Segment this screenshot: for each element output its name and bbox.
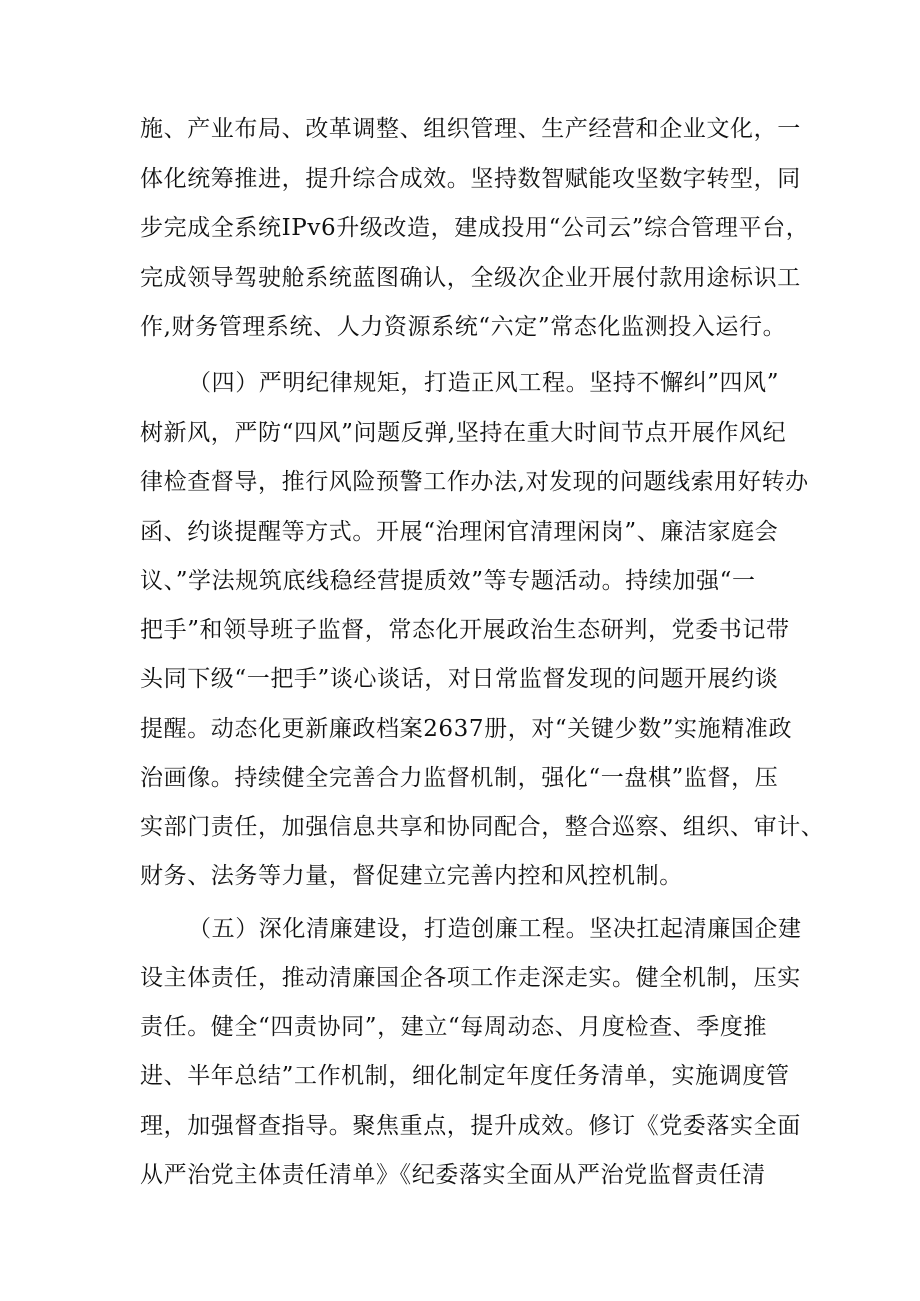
- text-line: 体化统筹推进，提升综合成效。坚持数智赋能攻坚数字转型，同: [140, 166, 801, 192]
- text-line: 头同下级“一把手”谈心谈话，对日常监督发现的问题开展约谈: [140, 666, 779, 692]
- text-line: 议、”学法规筑底线稳经营提质效”等专题活动。持续加强“一: [140, 568, 756, 594]
- text-line: 步完成全系统IPv6升级改造，建成投用“公司云”综合管理平台，: [140, 215, 810, 241]
- section-heading-five: （五）深化清廉建设，打造创廉工程。坚决扛起清廉国企建: [188, 916, 802, 942]
- section-heading-four: （四）严明纪律规矩，打造正风工程。坚持不懈纠”四风”: [188, 370, 780, 396]
- text-line: 把手”和领导班子监督，常态化开展政治生态研判，党委书记带: [140, 617, 790, 643]
- text-line: 提醒。动态化更新廉政档案2637册，对“关键少数”实施精准政: [140, 716, 793, 742]
- text-line: 理，加强督查指导。聚焦重点，提升成效。修订《党委落实全面: [140, 1113, 801, 1139]
- text-line: 树新风，严防“四风”问题反弹,坚持在重大时间节点开展作风纪: [140, 420, 787, 446]
- text-line: 律检查督导，推行风险预警工作办法,对发现的问题线索用好转办: [140, 469, 809, 495]
- text-line: 进、半年总结”工作机制，细化制定年度任务清单，实施调度管: [140, 1063, 790, 1089]
- text-line: 实部门责任，加强信息共享和协同配合，整合巡察、组织、审计、: [140, 814, 825, 840]
- text-line: 作,财务管理系统、人力资源系统“六定”常态化监测投入运行。: [140, 314, 787, 340]
- text-line: 施、产业布局、改革调整、组织管理、生产经营和企业文化，一: [140, 116, 801, 142]
- text-line: 财务、法务等力量，督促建立完善内控和风控机制。: [140, 863, 683, 889]
- text-line: 完成领导驾驶舱系统蓝图确认，全级次企业开展付款用途标识工: [140, 265, 801, 291]
- text-line: 从严治党主体责任清单》《纪委落实全面从严治党监督责任清: [140, 1162, 766, 1188]
- text-line: 函、约谈提醒等方式。开展“治理闲官清理闲岗”、廉洁家庭会: [140, 519, 779, 545]
- text-line: 设主体责任，推动清廉国企各项工作走深走实。健全机制，压实: [140, 965, 801, 991]
- text-line: 治画像。持续健全完善合力监督机制，强化“一盘棋”监督，压: [140, 765, 779, 791]
- text-line: 责任。健全“四责协同”，建立“每周动态、月度检查、季度推: [140, 1014, 768, 1040]
